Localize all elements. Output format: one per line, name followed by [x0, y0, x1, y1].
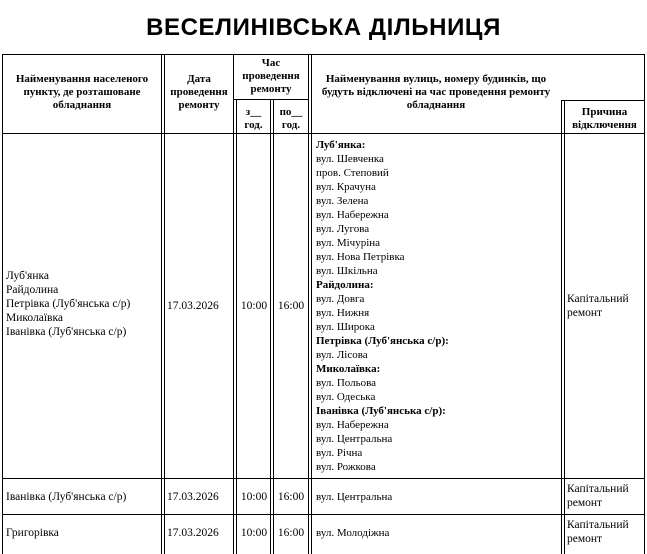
street-item: вул. Молодіжна [316, 527, 390, 539]
row2-reason: Капітальний ремонт [567, 483, 629, 509]
street-item: вул. Широка [316, 321, 375, 333]
settlement-item: Миколаївка [6, 312, 63, 324]
row1-settlements [6, 269, 160, 339]
header-reason: Причина відключення [572, 106, 637, 131]
header-settlement: Найменування населеного пункту, де розташоване обладнання [15, 73, 149, 111]
col-divider-3b [273, 99, 274, 554]
col-divider-5 [561, 100, 562, 554]
street-group-heading: Петрівка (Луб'янська с/р): [316, 335, 449, 347]
street-item: вул. Річна [316, 447, 363, 459]
header-bottom-line [2, 133, 645, 134]
street-item: вул. Крачуна [316, 181, 376, 193]
street-item: вул. Нижня [316, 307, 370, 319]
street-item: вул. Польова [316, 377, 377, 389]
street-item: вул. Шевченка [316, 153, 384, 165]
row2-bottom-line [2, 514, 645, 515]
header-date: Дата проведення ремонту [170, 73, 228, 111]
street-item: вул. Зелена [316, 195, 369, 207]
street-item: вул. Мічуріна [316, 237, 381, 249]
table-border-top [2, 54, 645, 55]
row1-bottom-line [2, 478, 645, 479]
row2-to: 16:00 [277, 491, 305, 503]
street-item: вул. Довга [316, 293, 365, 305]
street-group-heading: Луб'янка: [316, 139, 366, 151]
street-group-heading: Райдолина: [316, 279, 374, 291]
table-border-left [2, 54, 3, 554]
row1-streets [316, 138, 560, 474]
street-item: вул. Одеська [316, 391, 376, 403]
street-group-heading: Миколаївка: [316, 363, 381, 375]
street-item: вул. Центральна [316, 433, 393, 445]
row1-from: 10:00 [240, 300, 268, 312]
street-item: пров. Степовий [316, 167, 389, 179]
col-divider-3 [270, 99, 271, 554]
street-item: вул. Центральна [316, 491, 393, 503]
row2-date: 17.03.2026 [167, 491, 219, 503]
header-streets: Найменування вулиць, номеру будинків, що будуть відключені на час проведення ремонту обладнання [321, 73, 551, 111]
outage-table [2, 54, 645, 554]
settlement-item: Петрівка (Луб'янська с/р) [6, 298, 131, 310]
col-divider-2b [236, 99, 237, 554]
header-from: з__ год. [244, 106, 263, 131]
street-item: вул. Лугова [316, 223, 370, 235]
street-item: вул. Лісова [316, 349, 368, 361]
row3-settlement: Григорівка [6, 527, 59, 539]
col-divider-1 [161, 54, 162, 554]
row2-from: 10:00 [240, 491, 268, 503]
table-border-right [644, 54, 645, 554]
col-divider-2 [233, 54, 234, 554]
row1-date: 17.03.2026 [167, 300, 219, 312]
row3-date: 17.03.2026 [167, 527, 219, 539]
row3-to: 16:00 [277, 527, 305, 539]
street-item: вул. Нова Петрівка [316, 251, 405, 263]
street-item: вул. Шкільна [316, 265, 378, 277]
row1-to: 16:00 [277, 300, 305, 312]
street-item: вул. Рожкова [316, 461, 376, 473]
header-to: по__ год. [279, 106, 303, 131]
col-divider-4b [311, 54, 312, 554]
street-item: вул. Набережна [316, 209, 389, 221]
reason-header-divider [561, 100, 645, 101]
row2-streets [316, 490, 560, 504]
settlement-item: Райдолина [6, 284, 59, 296]
page-title: ВЕСЕЛИНІВСЬКА ДІЛЬНИЦЯ [146, 14, 501, 41]
settlement-item: Луб'янка [6, 270, 49, 282]
header-time: Час проведення ремонту [242, 57, 300, 95]
col-divider-4 [308, 54, 309, 554]
row3-streets [316, 526, 560, 540]
row3-reason: Капітальний ремонт [567, 519, 629, 545]
row3-from: 10:00 [240, 527, 268, 539]
row2-settlement: Іванівка (Луб'янська с/р) [6, 491, 127, 503]
street-item: вул. Набережна [316, 419, 389, 431]
settlement-item: Іванівка (Луб'янська с/р) [6, 326, 127, 338]
col-divider-5b [564, 100, 565, 554]
row1-reason: Капітальний ремонт [567, 293, 629, 319]
street-group-heading: Іванівка (Луб'янська с/р): [316, 405, 446, 417]
col-divider-1b [164, 54, 165, 554]
